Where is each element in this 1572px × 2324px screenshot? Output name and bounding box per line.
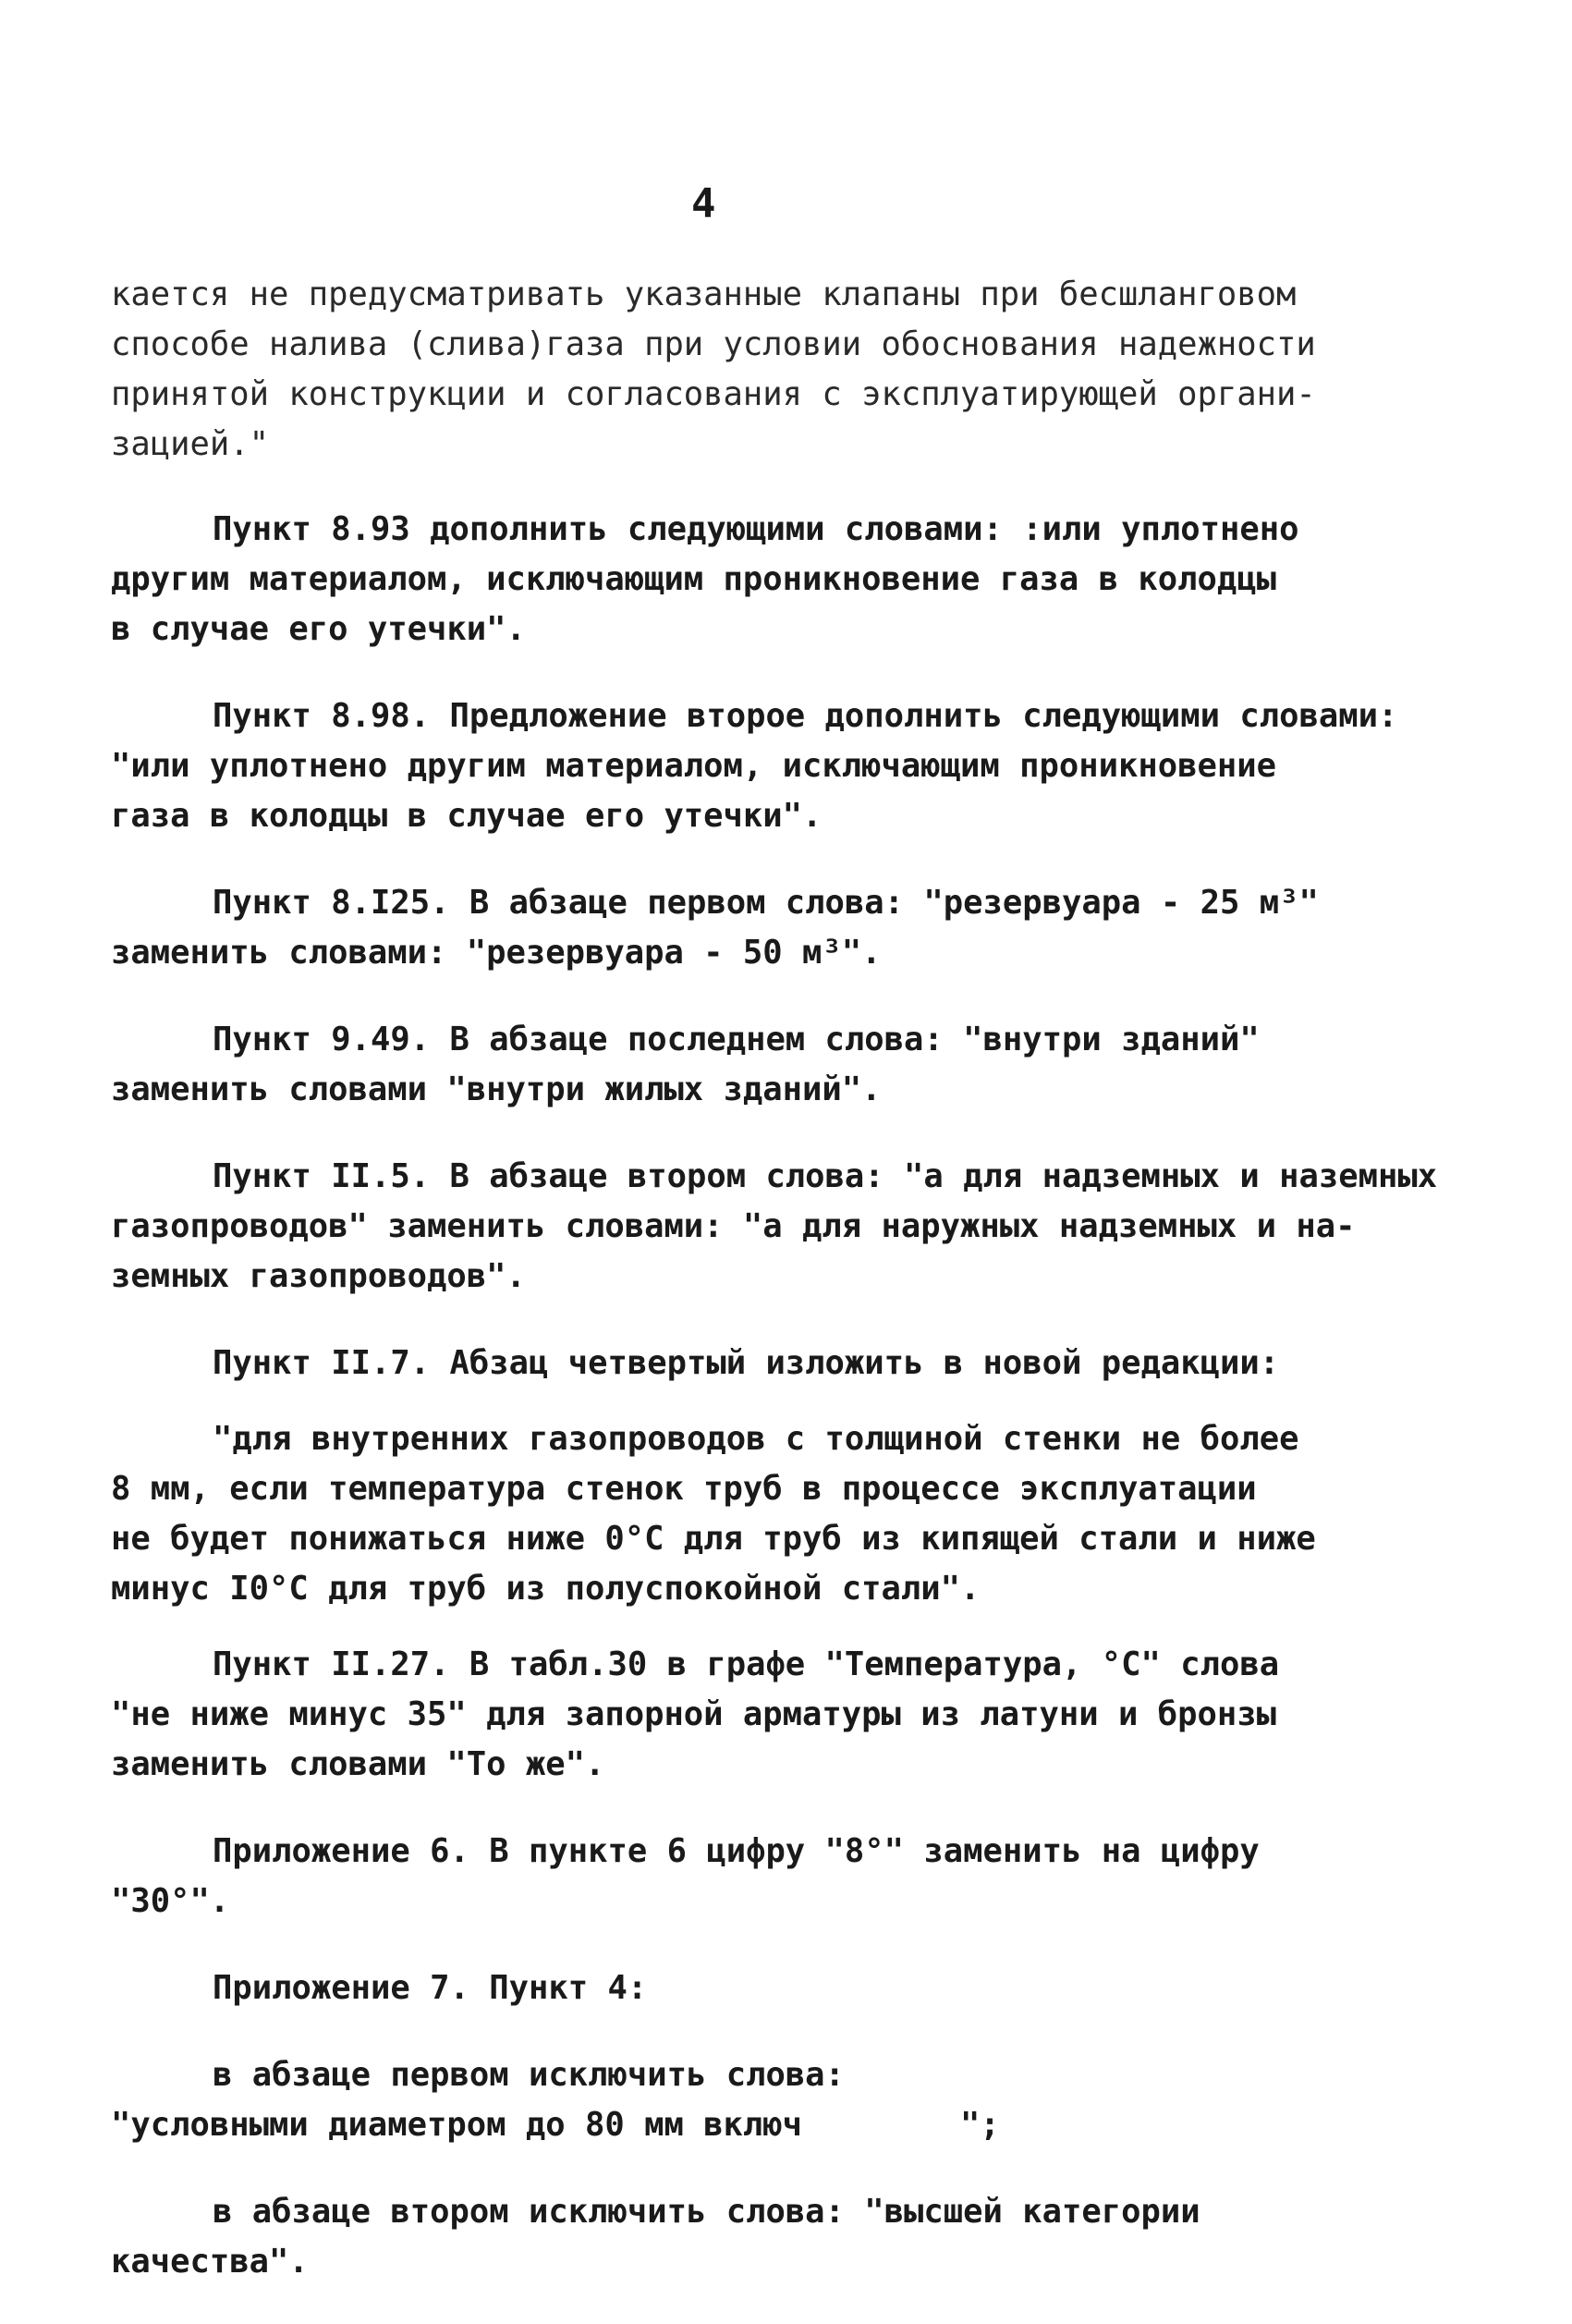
paragraph-point-11-7 <box>111 1339 1479 1388</box>
text-line: способе налива (слива)газа при условии обоснования надежности <box>111 325 1316 363</box>
text-line: Приложение 6. В пункте 6 цифру "8°" заменить на цифру <box>213 1832 1260 1870</box>
text-line: кается не предусматривать указанные клапаны при бесшланговом <box>111 275 1297 313</box>
paragraph-point-8-98 <box>111 691 1479 841</box>
text-line: земных газопроводов". <box>111 1257 526 1295</box>
paragraph-point-8-93 <box>111 505 1479 654</box>
paragraph-point-11-5 <box>111 1152 1479 1302</box>
text-line: Пункт II.7. Абзац четвертый изложить в новой редакции: <box>213 1344 1280 1382</box>
text-line: качества". <box>111 2243 309 2281</box>
paragraph-point-8-125 <box>111 878 1479 978</box>
text-line: Пункт 8.93 дополнить следующими словами: :или уплотнено <box>213 510 1299 548</box>
text-line: не будет понижаться ниже 0°С для труб из кипящей стали и ниже <box>111 1520 1316 1558</box>
text-line: "для внутренних газопроводов с толщиной стенки не более <box>213 1420 1299 1458</box>
paragraph-appendix-7 <box>111 1963 1479 2013</box>
paragraph-point-11-27 <box>111 1640 1479 1790</box>
text-line: "условными диаметром до 80 мм включ "; <box>111 2106 1000 2144</box>
text-line: Пункт 9.49. В абзаце последнем слова: "внутри зданий" <box>213 1021 1260 1058</box>
text-line: Пункт 8.98. Предложение второе дополнить следующими словами: <box>213 697 1398 735</box>
paragraph-appendix-7-first <box>111 2050 1479 2150</box>
text-line: Пункт II.5. В абзаце втором слова: "а для надземных и наземных <box>213 1157 1438 1195</box>
text-line: заменить словами "То же". <box>111 1745 605 1783</box>
paragraph-appendix-7-second <box>111 2187 1479 2287</box>
document-body <box>111 270 1479 2324</box>
text-line: принятой конструкции и согласования с эксплуатирующей органи- <box>111 375 1316 413</box>
text-line: минус I0°С для труб из полуспокойной стали". <box>111 1570 981 1608</box>
text-line: Приложение 7. Пункт 4: <box>213 1969 648 2007</box>
text-line: в абзаце первом исключить слова: <box>213 2056 845 2094</box>
text-line: в абзаце втором исключить слова: "высшей категории <box>213 2193 1200 2231</box>
text-line: 8 мм, если температура стенок труб в процессе эксплуатации <box>111 1470 1257 1508</box>
text-line: другим материалом, исключающим проникновение газа в колодцы <box>111 560 1276 598</box>
page-number: 4 <box>691 180 716 227</box>
paragraph-point-11-7-quote <box>111 1414 1479 1614</box>
text-line: "30°". <box>111 1882 230 1920</box>
text-line: газопроводов" заменить словами: "а для наружных надземных и на- <box>111 1207 1356 1245</box>
text-line: в случае его утечки". <box>111 610 526 648</box>
text-line: заменить словами "внутри жилых зданий". <box>111 1070 882 1108</box>
text-line: "не ниже минус 35" для запорной арматуры из латуни и бронзы <box>111 1695 1276 1733</box>
text-line: заменить словами: "резервуара - 50 м³". <box>111 934 882 972</box>
paragraph-appendix-6 <box>111 1827 1479 1926</box>
text-line: газа в колодцы в случае его утечки". <box>111 797 823 835</box>
text-line: "или уплотнено другим материалом, исключающим проникновение <box>111 747 1276 785</box>
paragraph-continuation <box>111 270 1479 470</box>
text-line: Пункт II.27. В табл.30 в графе "Температура, °С" слова <box>213 1645 1280 1683</box>
text-line: зацией." <box>111 425 269 463</box>
paragraph-point-9-49 <box>111 1015 1479 1115</box>
text-line: Пункт 8.I25. В абзаце первом слова: "резервуара - 25 м³" <box>213 884 1319 922</box>
